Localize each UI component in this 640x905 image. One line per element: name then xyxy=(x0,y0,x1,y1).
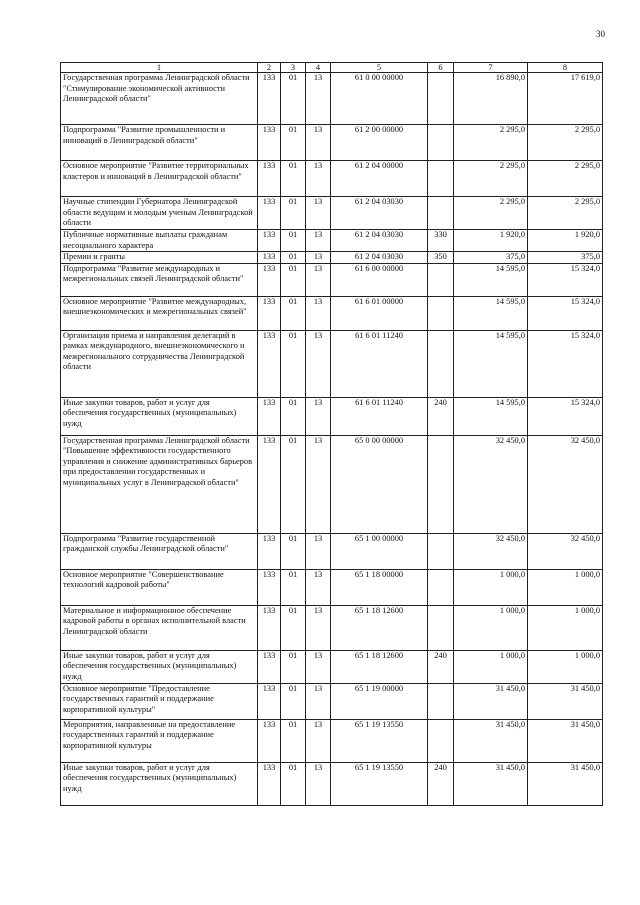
row-ministry-code: 133 xyxy=(258,161,281,197)
row-section-code: 01 xyxy=(281,125,306,161)
row-amount-year-1: 1 000,0 xyxy=(454,569,528,605)
row-section-code: 01 xyxy=(281,263,306,296)
row-amount-year-2: 15 324,0 xyxy=(528,330,603,397)
column-header: 2 xyxy=(258,63,281,73)
row-subsection-code: 13 xyxy=(306,397,331,435)
row-expense-type: 240 xyxy=(428,650,454,683)
row-target-article: 61 2 00 00000 xyxy=(331,125,428,161)
row-expense-type xyxy=(428,296,454,330)
row-name: Иные закупки товаров, работ и услуг для обеспечения государственных (муниципальных) нужд xyxy=(61,397,258,435)
row-expense-type xyxy=(428,73,454,125)
row-subsection-code: 13 xyxy=(306,161,331,197)
row-amount-year-2: 15 324,0 xyxy=(528,397,603,435)
row-section-code: 01 xyxy=(281,161,306,197)
row-amount-year-1: 375,0 xyxy=(454,252,528,264)
row-amount-year-1: 32 450,0 xyxy=(454,435,528,533)
row-ministry-code: 133 xyxy=(258,569,281,605)
row-expense-type xyxy=(428,125,454,161)
row-ministry-code: 133 xyxy=(258,296,281,330)
table-row xyxy=(61,252,603,264)
row-subsection-code: 13 xyxy=(306,252,331,264)
row-name: Основное мероприятие "Совершенствование технологий кадровой работы" xyxy=(61,569,258,605)
row-target-article: 61 6 01 11240 xyxy=(331,397,428,435)
row-target-article: 61 2 04 00000 xyxy=(331,161,428,197)
row-section-code: 01 xyxy=(281,230,306,252)
row-section-code: 01 xyxy=(281,605,306,650)
row-name: Иные закупки товаров, работ и услуг для обеспечения государственных (муниципальных) нужд xyxy=(61,762,258,805)
row-section-code: 01 xyxy=(281,683,306,719)
row-section-code: 01 xyxy=(281,533,306,569)
row-target-article: 61 6 01 11240 xyxy=(331,330,428,397)
row-amount-year-1: 1 000,0 xyxy=(454,605,528,650)
row-name: Организация приема и направления делегаций в рамках международного, внешнеэкономического и межрегионального сотрудничества Ленинградской области xyxy=(61,330,258,397)
row-section-code: 01 xyxy=(281,296,306,330)
table-row xyxy=(61,533,603,569)
table-row xyxy=(61,605,603,650)
row-subsection-code: 13 xyxy=(306,330,331,397)
row-section-code: 01 xyxy=(281,197,306,230)
row-expense-type xyxy=(428,719,454,762)
row-section-code: 01 xyxy=(281,762,306,805)
row-expense-type xyxy=(428,161,454,197)
row-subsection-code: 13 xyxy=(306,263,331,296)
column-header: 1 xyxy=(61,63,258,73)
column-header: 6 xyxy=(428,63,454,73)
row-amount-year-2: 2 295,0 xyxy=(528,197,603,230)
budget-table xyxy=(60,62,603,806)
row-amount-year-1: 14 595,0 xyxy=(454,296,528,330)
row-section-code: 01 xyxy=(281,397,306,435)
row-section-code: 01 xyxy=(281,330,306,397)
table-row xyxy=(61,683,603,719)
row-name: Мероприятия, направленные на предоставление государственных гарантий и поддержание корпоративной культуры xyxy=(61,719,258,762)
row-section-code: 01 xyxy=(281,435,306,533)
row-target-article: 61 2 04 03030 xyxy=(331,230,428,252)
table-row xyxy=(61,263,603,296)
row-target-article: 61 2 04 03030 xyxy=(331,197,428,230)
row-amount-year-2: 31 450,0 xyxy=(528,683,603,719)
row-ministry-code: 133 xyxy=(258,650,281,683)
row-subsection-code: 13 xyxy=(306,605,331,650)
column-header: 3 xyxy=(281,63,306,73)
row-expense-type xyxy=(428,533,454,569)
row-ministry-code: 133 xyxy=(258,533,281,569)
row-subsection-code: 13 xyxy=(306,650,331,683)
column-header: 8 xyxy=(528,63,603,73)
row-amount-year-2: 1 000,0 xyxy=(528,650,603,683)
row-section-code: 01 xyxy=(281,73,306,125)
row-subsection-code: 13 xyxy=(306,73,331,125)
row-ministry-code: 133 xyxy=(258,330,281,397)
row-name: Основное мероприятие "Развитие международных, внешнеэкономических и межрегиональных связей" xyxy=(61,296,258,330)
row-expense-type xyxy=(428,330,454,397)
row-amount-year-2: 15 324,0 xyxy=(528,263,603,296)
row-target-article: 65 1 19 13550 xyxy=(331,762,428,805)
row-amount-year-2: 15 324,0 xyxy=(528,296,603,330)
page-number: 30 xyxy=(596,29,605,39)
row-name: Подпрограмма "Развитие международных и межрегиональных связей Ленинградской области" xyxy=(61,263,258,296)
row-name: Основное мероприятие "Предоставление государственных гарантий и поддержание корпоративной культуры" xyxy=(61,683,258,719)
row-subsection-code: 13 xyxy=(306,296,331,330)
row-expense-type xyxy=(428,569,454,605)
row-name: Подпрограмма "Развитие государственной гражданской службы Ленинградской области" xyxy=(61,533,258,569)
row-amount-year-1: 14 595,0 xyxy=(454,263,528,296)
row-target-article: 65 1 00 00000 xyxy=(331,533,428,569)
row-amount-year-2: 31 450,0 xyxy=(528,762,603,805)
row-ministry-code: 133 xyxy=(258,252,281,264)
row-name: Премии и гранты xyxy=(61,252,258,264)
row-section-code: 01 xyxy=(281,569,306,605)
row-target-article: 65 1 19 00000 xyxy=(331,683,428,719)
column-header: 7 xyxy=(454,63,528,73)
row-ministry-code: 133 xyxy=(258,263,281,296)
row-ministry-code: 133 xyxy=(258,197,281,230)
row-name: Основное мероприятие "Развитие территориальных кластеров и инноваций в Ленинградской области" xyxy=(61,161,258,197)
table-row xyxy=(61,330,603,397)
row-amount-year-2: 32 450,0 xyxy=(528,533,603,569)
row-expense-type: 350 xyxy=(428,252,454,264)
row-section-code: 01 xyxy=(281,252,306,264)
table-row xyxy=(61,125,603,161)
row-target-article: 65 1 19 13550 xyxy=(331,719,428,762)
row-name: Научные стипендии Губернатора Ленинградской области ведущим и молодым ученым Ленинградской области xyxy=(61,197,258,230)
table-row xyxy=(61,650,603,683)
row-ministry-code: 133 xyxy=(258,762,281,805)
row-target-article: 61 6 01 00000 xyxy=(331,296,428,330)
row-amount-year-2: 17 619,0 xyxy=(528,73,603,125)
row-name: Материальное и информационное обеспечение кадровой работы в органах исполнительной власти Ленинградской области xyxy=(61,605,258,650)
row-ministry-code: 133 xyxy=(258,719,281,762)
row-expense-type xyxy=(428,263,454,296)
row-ministry-code: 133 xyxy=(258,73,281,125)
row-subsection-code: 13 xyxy=(306,533,331,569)
row-amount-year-1: 31 450,0 xyxy=(454,762,528,805)
row-expense-type: 240 xyxy=(428,397,454,435)
row-target-article: 61 6 00 00000 xyxy=(331,263,428,296)
row-amount-year-1: 31 450,0 xyxy=(454,683,528,719)
row-subsection-code: 13 xyxy=(306,435,331,533)
row-ministry-code: 133 xyxy=(258,605,281,650)
row-name: Государственная программа Ленинградской области "Стимулирование экономической активности Ленинградской области" xyxy=(61,73,258,125)
row-amount-year-2: 2 295,0 xyxy=(528,161,603,197)
row-name: Подпрограмма "Развитие промышленности и инноваций в Ленинградской области" xyxy=(61,125,258,161)
row-subsection-code: 13 xyxy=(306,683,331,719)
row-amount-year-2: 31 450,0 xyxy=(528,719,603,762)
row-section-code: 01 xyxy=(281,719,306,762)
row-ministry-code: 133 xyxy=(258,230,281,252)
row-expense-type xyxy=(428,683,454,719)
row-amount-year-2: 1 920,0 xyxy=(528,230,603,252)
row-amount-year-1: 31 450,0 xyxy=(454,719,528,762)
row-target-article: 65 1 18 00000 xyxy=(331,569,428,605)
row-amount-year-1: 1 920,0 xyxy=(454,230,528,252)
row-ministry-code: 133 xyxy=(258,397,281,435)
row-target-article: 61 2 04 03030 xyxy=(331,252,428,264)
table-row xyxy=(61,762,603,805)
row-target-article: 65 0 00 00000 xyxy=(331,435,428,533)
row-target-article: 61 0 00 00000 xyxy=(331,73,428,125)
column-header: 5 xyxy=(331,63,428,73)
row-name: Государственная программа Ленинградской области "Повышение эффективности государственного управления и снижение административных барьеров при предоставлении государственных и муниципальных услуг в Ленинградской области" xyxy=(61,435,258,533)
row-subsection-code: 13 xyxy=(306,762,331,805)
row-ministry-code: 133 xyxy=(258,435,281,533)
row-amount-year-1: 32 450,0 xyxy=(454,533,528,569)
row-target-article: 65 1 18 12600 xyxy=(331,605,428,650)
table-row xyxy=(61,296,603,330)
row-section-code: 01 xyxy=(281,650,306,683)
column-header: 4 xyxy=(306,63,331,73)
table-row xyxy=(61,161,603,197)
row-expense-type xyxy=(428,197,454,230)
row-subsection-code: 13 xyxy=(306,230,331,252)
table-row xyxy=(61,569,603,605)
row-amount-year-1: 2 295,0 xyxy=(454,197,528,230)
table-row xyxy=(61,197,603,230)
row-subsection-code: 13 xyxy=(306,719,331,762)
table-row xyxy=(61,719,603,762)
row-target-article: 65 1 18 12600 xyxy=(331,650,428,683)
row-amount-year-1: 2 295,0 xyxy=(454,161,528,197)
table-row xyxy=(61,397,603,435)
row-expense-type xyxy=(428,435,454,533)
row-amount-year-1: 1 000,0 xyxy=(454,650,528,683)
row-amount-year-1: 14 595,0 xyxy=(454,397,528,435)
row-amount-year-2: 1 000,0 xyxy=(528,569,603,605)
row-expense-type xyxy=(428,605,454,650)
row-name: Публичные нормативные выплаты гражданам несоциального характера xyxy=(61,230,258,252)
table-row xyxy=(61,435,603,533)
row-ministry-code: 133 xyxy=(258,683,281,719)
row-amount-year-2: 1 000,0 xyxy=(528,605,603,650)
row-subsection-code: 13 xyxy=(306,197,331,230)
row-amount-year-2: 2 295,0 xyxy=(528,125,603,161)
row-name: Иные закупки товаров, работ и услуг для обеспечения государственных (муниципальных) нужд xyxy=(61,650,258,683)
row-expense-type: 330 xyxy=(428,230,454,252)
table-row xyxy=(61,230,603,252)
row-subsection-code: 13 xyxy=(306,125,331,161)
row-ministry-code: 133 xyxy=(258,125,281,161)
row-amount-year-1: 16 890,0 xyxy=(454,73,528,125)
row-amount-year-1: 14 595,0 xyxy=(454,330,528,397)
row-amount-year-1: 2 295,0 xyxy=(454,125,528,161)
row-amount-year-2: 32 450,0 xyxy=(528,435,603,533)
table-row xyxy=(61,73,603,125)
row-subsection-code: 13 xyxy=(306,569,331,605)
row-expense-type: 240 xyxy=(428,762,454,805)
row-amount-year-2: 375,0 xyxy=(528,252,603,264)
table-header-row xyxy=(61,63,603,73)
